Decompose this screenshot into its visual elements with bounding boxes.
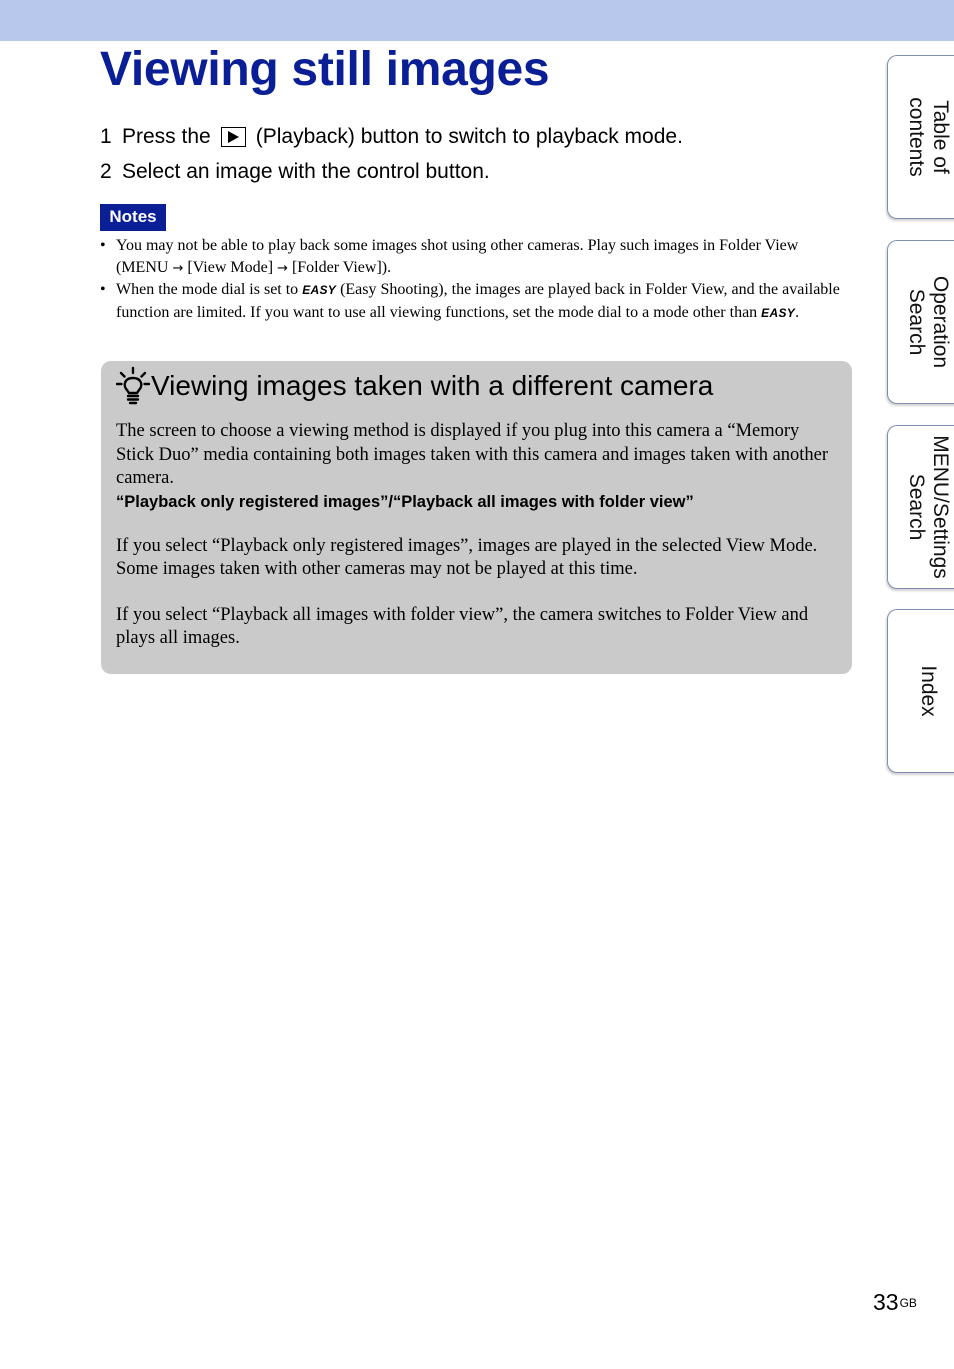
step-text: (Playback) button to switch to playback mode.	[255, 125, 683, 148]
notes-badge: Notes	[100, 204, 166, 231]
page-number	[873, 1287, 917, 1317]
playback-icon	[221, 127, 246, 147]
page-title: Viewing still images	[100, 43, 550, 96]
header-band	[0, 0, 954, 41]
step-number: 1	[100, 125, 112, 148]
hint-paragraph: If you select “Playback only registered images”, images are played in the selected View Mode. Some images taken with other cameras may not be played at this time.	[116, 535, 818, 579]
hint-paragraph: If you select “Playback all images with folder view”, the camera switches to Folder View and plays all images.	[116, 604, 809, 648]
note-item	[100, 279, 852, 324]
note-text: .	[795, 303, 800, 321]
hint-paragraph: The screen to choose a viewing method is displayed if you plug into this camera a “Memory Stick Duo” media containing both images taken with this camera and images taken with another camera.	[116, 421, 829, 488]
tab-label: Table of contents	[904, 97, 952, 177]
note-text: [Folder View]).	[291, 258, 392, 276]
hint-heading: Viewing images taken with a different camera	[151, 370, 714, 401]
note-text: You may not be able to play back some images shot using other cameras. Play such images in Folder View (MENU	[116, 237, 799, 276]
arrow-right-icon: →	[277, 260, 288, 276]
tab-label: Index	[916, 665, 940, 717]
step-text: Select an image with the control button.	[122, 160, 490, 183]
easy-mode-icon: EASY	[302, 283, 337, 297]
lightbulb-hint-icon	[116, 366, 150, 406]
hint-body	[116, 420, 836, 651]
tab-operation-search[interactable]	[887, 240, 954, 404]
step-text: Press the	[122, 125, 211, 148]
step-list	[100, 121, 860, 191]
note-text: When the mode dial is set to	[116, 281, 299, 298]
tab-index[interactable]	[887, 609, 954, 773]
step-2	[100, 156, 860, 188]
arrow-right-icon: →	[172, 260, 184, 276]
page-number-value: 33	[873, 1289, 899, 1315]
hint-subheading: “Playback only registered images”/“Playback all images with folder view”	[116, 492, 694, 511]
step-1	[100, 121, 860, 153]
note-text: [View Mode]	[187, 258, 274, 276]
note-item	[100, 235, 852, 279]
notes-list	[100, 235, 852, 324]
tab-table-of-contents[interactable]	[887, 55, 954, 219]
tab-label: Operation Search	[904, 275, 952, 369]
hint-box	[101, 361, 852, 674]
easy-mode-icon: EASY	[761, 305, 796, 320]
note-text: (Easy Shooting), the images are played back in Folder View, and the available function are limited. If you want to use all viewing functions, set the mode dial to a mode other than	[116, 281, 840, 321]
step-number: 2	[100, 160, 112, 183]
tab-label: MENU/Settings Search	[904, 435, 952, 579]
page-number-suffix: GB	[899, 1296, 917, 1310]
tab-menu-settings-search[interactable]	[887, 425, 954, 589]
